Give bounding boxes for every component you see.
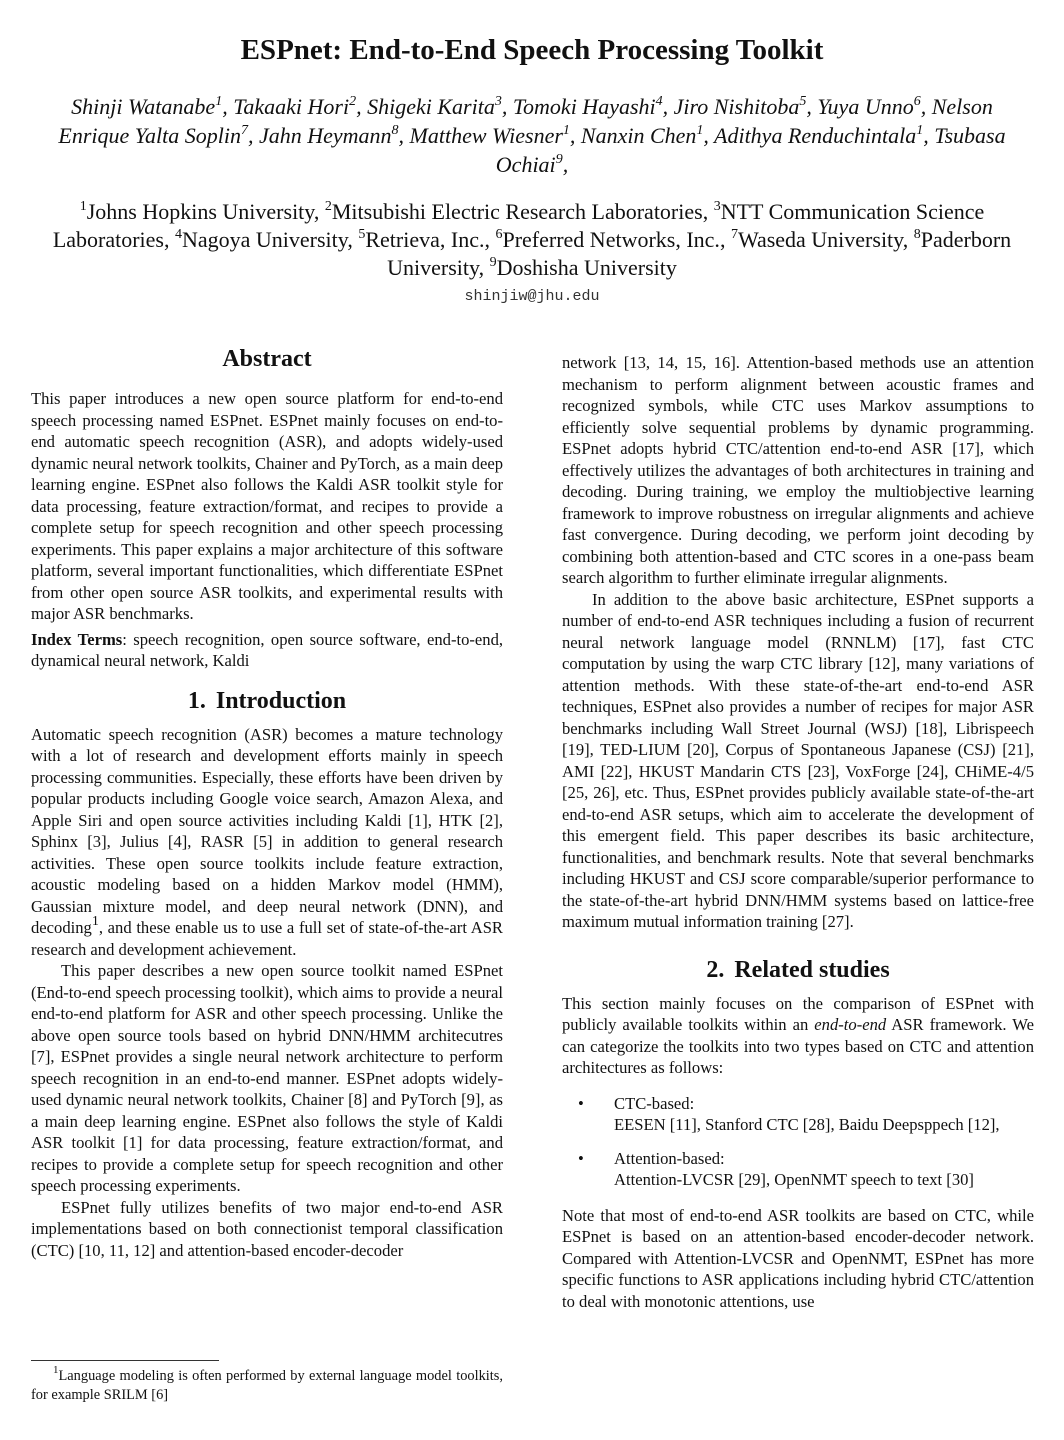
- author-name: Matthew Wiesner: [409, 123, 563, 148]
- author-name: Jiro Nishitoba: [673, 94, 800, 119]
- footnote-ref[interactable]: 1: [91, 914, 99, 930]
- author-name: Nanxin Chen: [580, 123, 697, 148]
- related-p1-text-end: ASR framework. We can categorize the toolkits into two types based on CTC and attention architectures as follows:: [562, 1015, 1034, 1077]
- affiliation-name: NTT Communication Science Laboratories: [52, 199, 985, 252]
- affiliation-list: $^1$Johns Hopkins University, $^2$Mitsubishi Electric Research Laboratories, $^3$NTT Communication Science Laboratories, $^4$Nagoya University, $^5$Retrieva, Inc., $^6$Preferred Networks, Inc., $^7$Waseda University, $^8$Paderborn University, $^9$Doshisha University: [52, 198, 1012, 280]
- affiliation-number: 9: [489, 254, 497, 270]
- author-affiliation-mark: 5: [799, 93, 807, 109]
- affiliation-number: 2: [324, 198, 332, 214]
- author-list: Shinji Watanabe$^1$, Takaaki Hori$^2$, Shigeki Karita$^3$, Tomoki Hayashi$^4$, Jiro Nishitoba$^5$, Yuya Unno$^6$, Nelson Enrique Yalta Soplin$^7$, Jahn Heymann$^8$, Matthew Wiesner$^1$, Nanxin Chen$^1$, Adithya Renduchintala$^1$, Tsubasa Ochiai$^9$,: [58, 93, 1006, 177]
- affiliation-name: Doshisha University: [496, 255, 677, 280]
- author-name: Shigeki Karita: [367, 94, 495, 119]
- intro-paragraph-1: [31, 724, 503, 961]
- affiliation-name: Retrieva, Inc.: [365, 227, 485, 252]
- list-item-label: Attention-based:: [614, 1148, 725, 1168]
- related-title: Related studies: [734, 956, 890, 983]
- related-p1-text: This section mainly focuses on the comparison of ESPnet with publicly available toolkits within an: [562, 993, 1034, 1034]
- author-affiliation-mark: 6: [913, 93, 921, 109]
- related-heading: [562, 955, 1034, 985]
- index-terms-text: : speech recognition, open source software, end-to-end, dynamical neural network, Kaldi: [31, 629, 504, 670]
- abstract-text: This paper introduces a new open source platform for end-to-end speech processing named ESPnet. ESPnet mainly focuses on end-to-end automatic speech recognition (ASR), and adopts widely-used dynamic neural network toolkits, Chainer and PyTorch, as a main deep learning engine. ESPnet also follows the Kaldi ASR toolkit style for data processing, feature extraction/format, and recipes to provide a complete setup for speech recognition and other speech processing experiments. This paper explains a major architecture of this software platform, several important functionalities, which differentiate ESPnet from other open source ASR toolkits, and experimental results with major ASR benchmarks.: [31, 389, 503, 623]
- author-name: Adithya Renduchintala: [714, 123, 917, 148]
- author-affiliation-mark: 7: [240, 122, 248, 138]
- footnote-body: Language modeling is often performed by external language model toolkits, for example SRILM [6]: [31, 1368, 503, 1403]
- affiliation-number: 5: [358, 226, 366, 242]
- related-paragraph-2: Note that most of end-to-end ASR toolkits are based on CTC, while ESPnet is based on an attention-based encoder-decoder network. Compared with Attention-LVCSR and OpenNMT, ESPnet has more specific functions to ASR applications including hybrid CTC/attention to deal with monotonic attentions, use: [562, 1205, 1034, 1311]
- author-name: Nelson Enrique Yalta Soplin: [58, 94, 993, 148]
- affiliation-number: 8: [913, 226, 921, 242]
- list-item-label: CTC-based:: [614, 1093, 695, 1113]
- bullet-icon: •: [578, 1093, 584, 1113]
- affiliation-name: Paderborn University: [387, 227, 1012, 280]
- related-number: 2.: [706, 956, 725, 983]
- index-terms-label: Index Terms: [31, 629, 123, 649]
- related-p1-emphasis: end-to-end: [814, 1015, 887, 1034]
- paper-title: ESPnet: End-to-End Speech Processing Toolkit: [240, 34, 824, 66]
- right-column: [562, 352, 1034, 1312]
- author-affiliation-mark: 8: [391, 122, 399, 138]
- author-affiliation-mark: 1: [562, 122, 570, 138]
- author-affiliation-mark: 3: [494, 93, 502, 109]
- affiliation-name: Waseda University: [737, 227, 903, 252]
- author-name: Jahn Heymann: [258, 123, 392, 148]
- intro-paragraph-2: This paper describes a new open source toolkit named ESPnet (End-to-end speech processing toolkit), which aims to provide a neural end-to-end platform for ASR and other speech processing. Unlike the above open source tools based on hybrid DNN/HMM architecutres [7], ESPnet provides a single neural network architecture to perform speech recognition in an end-to-end manner. ESPnet adopts widely-used dynamic neural network toolkits, Chainer [8] and PyTorch [9], as a main deep learning engine. ESPnet also follows the style of Kaldi ASR toolkit [1] for data processing, feature extraction/format, and recipes to provide a complete setup for speech recognition and other speech processing experiments.: [31, 961, 503, 1195]
- affiliation-name: Johns Hopkins University: [86, 199, 314, 224]
- footnote-rule: [31, 1360, 219, 1361]
- affiliation-name: Preferred Networks, Inc.: [502, 227, 720, 252]
- author-affiliation-mark: 2: [349, 93, 357, 109]
- list-item-text: Attention-LVCSR [29], OpenNMT speech to text [30]: [614, 1170, 974, 1189]
- author-name: Takaaki Hori: [233, 94, 350, 119]
- list-item: [578, 1093, 1034, 1136]
- intro-paragraph-3-continued: network [13, 14, 15, 16]. Attention-based methods use an attention mechanism to perform alignment between acoustic frames and recognized symbols, while CTC uses Markov assumptions to efficiently solve sequential problems by dynamic programming. ESPnet adopts hybrid CTC/attention end-to-end ASR [17], which effectively utilizes the advantages of both architectures in training and decoding. During training, we employ the multiobjective learning framework to improve robustness on irregular alignments and achieve fast convergence. During decoding, we perform joint decoding by combining both attention-based and CTC scores in a one-pass beam search algorithm to further eliminate irregular alignments.: [562, 353, 1034, 587]
- author-affiliation-mark: 4: [655, 93, 663, 109]
- author-name: Tomoki Hayashi: [512, 94, 656, 119]
- footnote-number: 1: [53, 1364, 59, 1377]
- footnote-text: [31, 1364, 503, 1404]
- author-affiliation-mark: 9: [555, 151, 563, 167]
- contact-email[interactable]: shinjiw@jhu.edu: [464, 288, 600, 305]
- affiliation-name: Mitsubishi Electric Research Laboratories: [331, 199, 703, 224]
- intro-number: 1.: [187, 687, 206, 714]
- intro-p1-text-end: , and these enable us to use a full set of state-of-the-art ASR research and development achievement.: [31, 918, 503, 959]
- affiliation-number: 3: [713, 198, 721, 214]
- toolkit-list: [562, 1093, 1034, 1191]
- affiliation-number: 7: [730, 226, 738, 242]
- affiliation-number: 1: [79, 198, 87, 214]
- affiliation-number: 4: [174, 226, 182, 242]
- related-paragraph-1: [562, 993, 1034, 1079]
- author-name: Shinji Watanabe: [71, 94, 216, 119]
- footnote: [31, 1360, 503, 1404]
- list-item-text: EESEN [11], Stanford CTC [28], Baidu Deepsppech [12],: [614, 1115, 1000, 1134]
- author-name: Yuya Unno: [817, 94, 914, 119]
- intro-paragraph-3: ESPnet fully utilizes benefits of two major end-to-end ASR implementations based on both connectionist temporal classification (CTC) [10, 11, 12] and attention-based encoder-decoder: [31, 1197, 503, 1260]
- intro-heading: [31, 686, 503, 716]
- author-affiliation-mark: 1: [916, 122, 924, 138]
- intro-paragraph-4: In addition to the above basic architecture, ESPnet supports a number of end-to-end ASR techniques including a fusion of recurrent neural network language model (RNNLM) [17], fast CTC computation by using the warp CTC library [12], many variations of attention methods. With these state-of-the-art end-to-end ASR techniques, ESPnet also provides a number of recipes for major ASR benchmarks including Wall Street Journal (WSJ) [18], Librispeech [19], TED-LIUM [20], Corpus of Spontaneous Japanese (CSJ) [21], AMI [22], HKUST Mandarin CTS [23], VoxForge [24], CHiME-4/5 [25, 26], etc. Thus, ESPnet provides publicly available state-of-the-art end-to-end ASR setups, which aim to accelerate the development of this emergent field. This paper describes its basic architecture, functionalities, and benchmark results. Note that several benchmarks including HKUST and CSJ score comparable/superior performance to the state-of-the-art hybrid DNN/HMM systems based on lattice-free maximum mutual information training [27].: [562, 589, 1034, 931]
- author-name: Tsubasa Ochiai: [495, 123, 1006, 177]
- index-terms: [31, 629, 503, 672]
- intro-title: Introduction: [215, 687, 347, 714]
- author-affiliation-mark: 1: [215, 93, 223, 109]
- list-item: [578, 1148, 1034, 1191]
- affiliation-number: 6: [495, 226, 503, 242]
- intro-p1-text: Automatic speech recognition (ASR) becomes a mature technology with a lot of research and development efforts mainly in speech processing communities. Especially, these efforts have been driven by popular products including Google voice search, Amazon Alexa, and Apple Siri and open source activities including Kaldi [1], HTK [2], Sphinx [3], Julius [4], RASR [5] in addition to general research activities. These open source toolkits include feature extraction, acoustic modeling based on a hidden Markov model (HMM), Gaussian mixture model, and deep neural network (DNN), and decoding: [31, 724, 503, 937]
- author-affiliation-mark: 1: [696, 122, 704, 138]
- bullet-icon: •: [578, 1148, 584, 1168]
- left-column: [31, 340, 503, 1261]
- affiliation-name: Nagoya University: [181, 227, 348, 252]
- abstract-heading: Abstract: [222, 346, 312, 372]
